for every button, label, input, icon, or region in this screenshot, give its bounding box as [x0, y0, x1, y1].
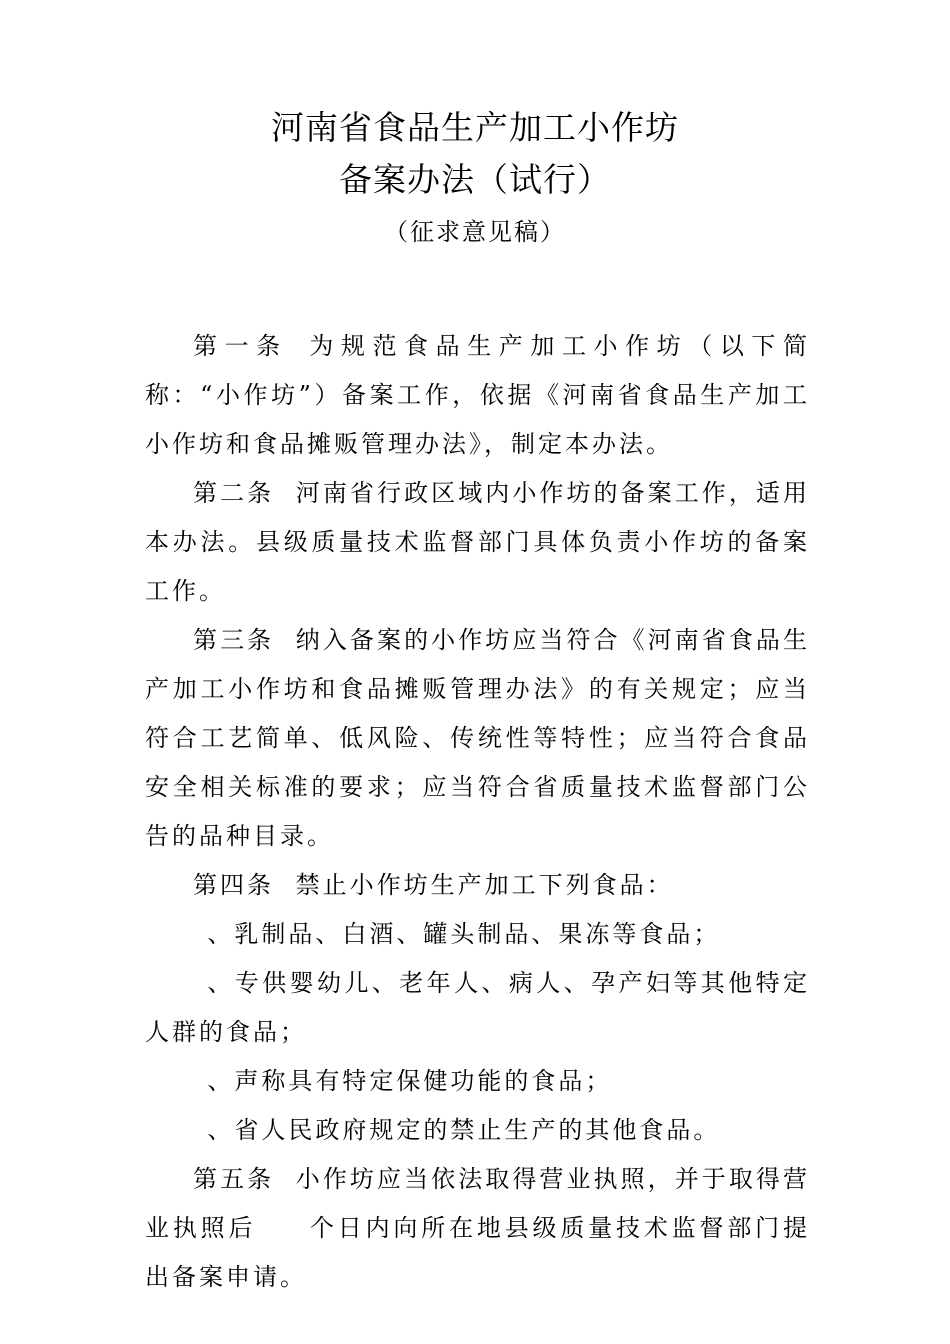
- article-3: [145, 616, 810, 861]
- list-item: 、声称具有特定保健功能的食品；: [207, 1067, 613, 1095]
- list-item: 、专供婴幼儿、老年人、病人、孕产妇等其他特定人群的食品；: [145, 969, 810, 1046]
- document-subtitle: （征求意见稿）: [384, 218, 566, 246]
- article-1: [145, 322, 810, 469]
- article-label: 第五条: [193, 1165, 275, 1193]
- document-body: [145, 322, 810, 1302]
- article-label: 第二条: [193, 479, 275, 507]
- article-label: 第三条: [193, 626, 275, 654]
- list-item: 、省人民政府规定的禁止生产的其他食品。: [207, 1116, 721, 1144]
- article-2: [145, 469, 810, 616]
- article-text: 纳入备案的小作坊应当符合《河南省食品生产加工小作坊和食品摊贩管理办法》的有关规定；应当符合工艺简单、低风险、传统性等特性；应当符合食品安全相关标准的要求；应当符合省质量技术监督部门公告的品种目录。: [145, 626, 811, 850]
- article-text: 小作坊应当依法取得营业执照，并于取得营业执照后: [145, 1165, 811, 1242]
- article-4: [145, 861, 810, 910]
- article-text: 禁止小作坊生产加工下列食品：: [295, 871, 674, 899]
- article-text: 个日内向所在地县级质量技术监督部门提出备案申请。: [145, 1214, 811, 1291]
- article-5: [145, 1155, 810, 1302]
- article-text: 为规范食品生产加工小作坊（以下简称：“小作坊”）备案工作，依据《河南省食品生产加工小作坊和食品摊贩管理办法》，制定本办法。: [145, 332, 810, 458]
- article-text: 河南省行政区域内小作坊的备案工作，适用本办法。县级质量技术监督部门具体负责小作坊的备案工作。: [145, 479, 811, 605]
- article-label: 第四条: [193, 871, 274, 899]
- list-item: 、乳制品、白酒、罐头制品、果冻等食品；: [207, 920, 721, 948]
- article-label: 第一条: [193, 332, 288, 360]
- document-title-line2: 备案办法（试行）: [339, 160, 611, 199]
- document-title-line1: 河南省食品生产加工小作坊: [271, 108, 679, 147]
